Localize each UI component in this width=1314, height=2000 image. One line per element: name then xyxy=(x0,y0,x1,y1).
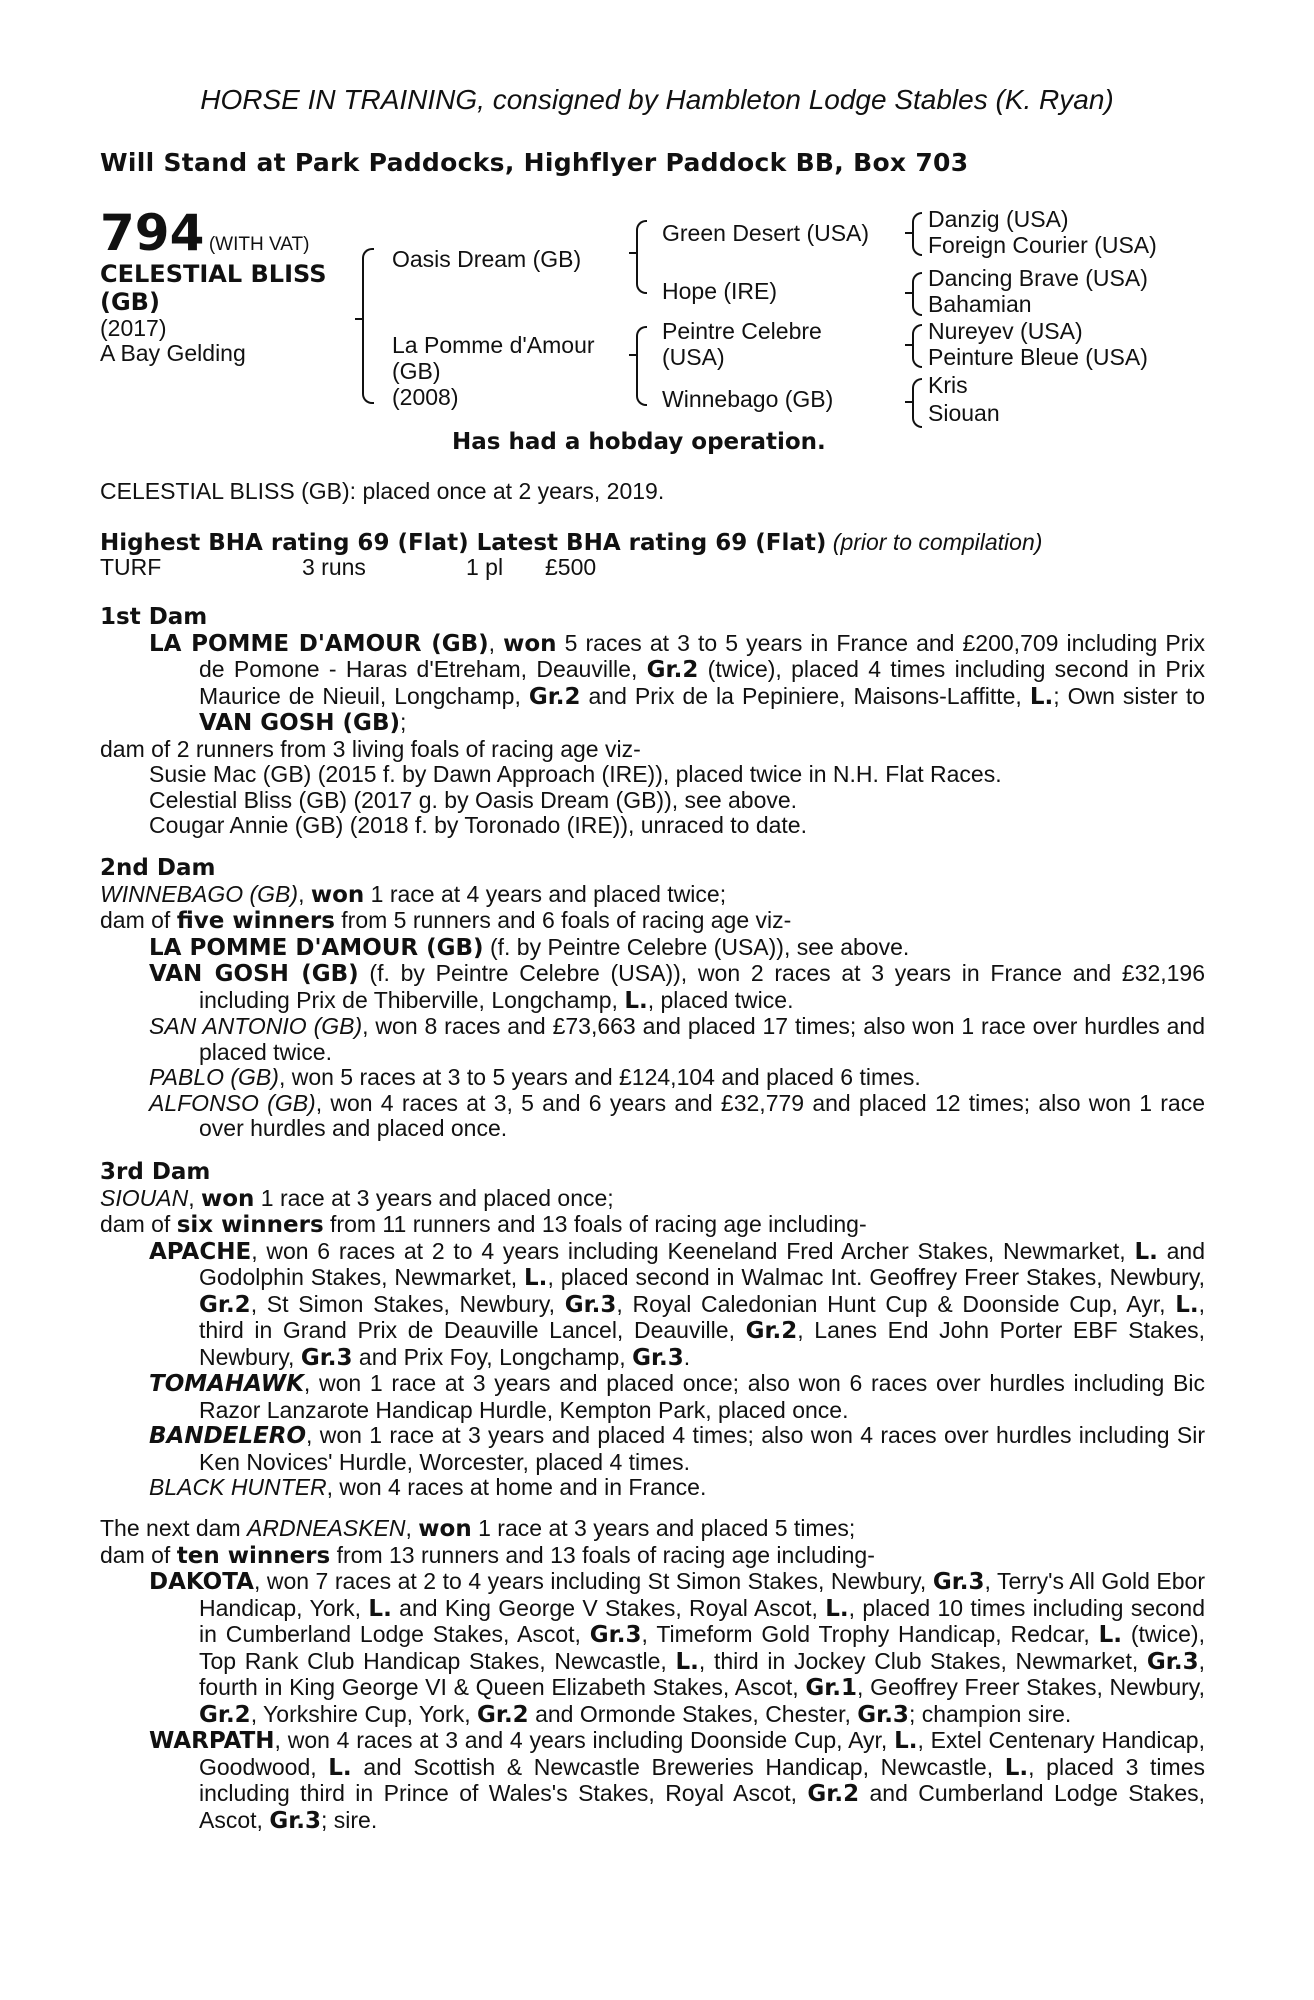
list-item: PABLO (GB), won 5 races at 3 to 5 years and £124,104 and placed 6 times. xyxy=(149,1064,921,1090)
dam-of-line: dam of 2 runners from 3 living foals of racing age viz- xyxy=(100,735,641,762)
lot-number: 794 xyxy=(100,204,205,262)
placings: 1 pl xyxy=(466,554,504,580)
sire-dam: Hope (IRE) xyxy=(662,278,778,304)
section-heading: 1st Dam xyxy=(100,604,208,630)
dam-dam: Winnebago (GB) xyxy=(662,386,834,412)
foaling-year: (2017) xyxy=(100,315,167,341)
rating-note: (prior to compilation) xyxy=(832,529,1043,555)
section-heading: 2nd Dam xyxy=(100,855,216,881)
dam-name: La Pomme d'Amour xyxy=(392,332,595,358)
vat-label: (WITH VAT) xyxy=(208,234,310,255)
section-heading: 3rd Dam xyxy=(100,1159,211,1185)
runs: 3 runs xyxy=(302,554,366,580)
list-item: Susie Mac (GB) (2015 f. by Dawn Approach (IRE)), placed twice in N.H. Flat Races. xyxy=(149,761,1002,787)
gen3-dds: Kris xyxy=(928,372,968,398)
sire-sire: Green Desert (USA) xyxy=(662,220,870,246)
list-item: VAN GOSH (GB) (f. by Peintre Celebre (USA)), won 2 races at 3 years in France and £32,196 including Prix de Thiberville, Longchamp, L., placed twice. xyxy=(149,960,1206,1014)
gen3-ssd: Foreign Courier (USA) xyxy=(928,232,1157,258)
surface: TURF xyxy=(100,554,162,580)
stand-location: Will Stand at Park Paddocks, Highflyer Paddock BB, Box 703 xyxy=(100,148,969,177)
list-item: Cougar Annie (GB) (2018 f. by Toronado (IRE)), unraced to date. xyxy=(149,812,807,838)
third-dam-section: 3rd Dam SIOUAN, won 1 race at 3 years and placed once; dam of six winners from 11 runners and 13 foals of racing age including- APACHE, won 6 races at 2 to 4 years including Keeneland Fred Archer Stakes, Newmarket, L. and Godolphin Stakes, Newmarket, L., placed second in Walmac Int. Geoffrey Freer Stakes, Newbury, Gr.2, St Simon Stakes, Newbury, Gr.3, Royal Caledonian Hunt Cup & Doonside Cup, Ayr, L., third in Grand Prix de Deauville Lancel, Deauville, Gr.2, Lanes End John Porter EBF Stakes, Newbury, Gr.3 and Prix Foy, Longchamp, Gr.3. TOMAHAWK, won 1 race at 3 years and placed once; also won 6 races over hurdles including Bic Razor Lanzarote Handicap Hurdle, Kempton Park, placed once. BANDELERO, won 1 race at 3 years and placed 4 times; also won 4 races over hurdles including Sir Ken Novices' Hurdle, Worcester, placed 4 times. BLACK HUNTER, won 4 races at home and in France. xyxy=(100,1159,1206,1500)
earnings: £500 xyxy=(545,554,597,580)
list-item: ALFONSO (GB), won 4 races at 3, 5 and 6 years and £32,779 and placed 12 times; also won 1 race over hurdles and placed once. xyxy=(149,1089,1205,1141)
list-item: SAN ANTONIO (GB), won 8 races and £73,663 and placed 17 times; also won 1 race over hurdles and placed twice. xyxy=(149,1013,1206,1065)
hobday-note: Has had a hobday operation. xyxy=(452,429,826,455)
dam-origin: (GB) xyxy=(392,358,441,384)
race-summary: CELESTIAL BLISS (GB): placed once at 2 years, 2019. xyxy=(100,478,665,504)
gen3-dsd: Peinture Bleue (USA) xyxy=(928,344,1148,370)
horse-name: CELESTIAL BLISS xyxy=(100,260,327,288)
next-dam-section: The next dam ARDNEASKEN, won 1 race at 3 years and placed 5 times; dam of ten winners from 13 runners and 13 foals of racing age including- DAKOTA, won 7 races at 2 to 4 years including St Simon Stakes, Newbury, Gr.3, Terry's All Gold Ebor Handicap, York, L. and King George V Stakes, Royal Ascot, L., placed 10 times including second in Cumberland Lodge Stakes, Ascot, Gr.3, Timeform Gold Trophy Handicap, Redcar, L. (twice), Top Rank Club Handicap Stakes, Newcastle, L., third in Jockey Club Stakes, Newmarket, Gr.3, fourth in King George VI & Queen Elizabeth Stakes, Ascot, Gr.1, Geoffrey Freer Stakes, Newbury, Gr.2, Yorkshire Cup, York, Gr.2 and Ormonde Stakes, Chester, Gr.3; champion sire. WARPATH, won 4 races at 3 and 4 years including Doonside Cup, Ayr, L., Extel Centenary Handicap, Goodwood, L. and Scottish & Newcastle Breweries Handicap, Newcastle, L., placed 3 times including third in Prince of Wales's Stakes, Royal Ascot, Gr.2 and Cumberland Lodge Stakes, Ascot, Gr.3; sire. xyxy=(100,1515,1205,1834)
list-item: BLACK HUNTER, won 4 races at home and in France. xyxy=(149,1474,707,1500)
lot-block xyxy=(100,204,360,366)
list-item: DAKOTA, won 7 races at 2 to 4 years including St Simon Stakes, Newbury, Gr.3, Terry's All Gold Ebor Handicap, York, L. and King George V Stakes, Royal Ascot, L., placed 10 times including second in Cumberland Lodge Stakes, Ascot, Gr.3, Timeform Gold Trophy Handicap, Redcar, L. (twice), Top Rank Club Handicap Stakes, Newcastle, L., third in Jockey Club Stakes, Newmarket, Gr.3, fourth in King George VI & Queen Elizabeth Stakes, Ascot, Gr.1, Geoffrey Freer Stakes, Newbury, Gr.2, Yorkshire Cup, York, Gr.2 and Ormonde Stakes, Chester, Gr.3; champion sire. xyxy=(149,1568,1205,1728)
gen3-dss: Nureyev (USA) xyxy=(928,318,1083,344)
list-item: BANDELERO, won 1 race at 3 years and placed 4 times; also won 4 races over hurdles including Sir Ken Novices' Hurdle, Worcester, placed 4 times. xyxy=(149,1422,1205,1475)
bha-rating: Highest BHA rating 69 (Flat) Latest BHA rating 69 (Flat) xyxy=(100,530,827,556)
second-dam-section: 2nd Dam WINNEBAGO (GB), won 1 race at 4 years and placed twice; dam of five winners from 5 runners and 6 foals of racing age viz- LA POMME D'AMOUR (GB) (f. by Peintre Celebre (USA)), see above. VAN GOSH (GB) (f. by Peintre Celebre (USA)), won 2 races at 3 years in France and £32,196 including Prix de Thiberville, Longchamp, L., placed twice. SAN ANTONIO (GB), won 8 races and £73,663 and placed 17 times; also won 1 race over hurdles and placed twice. PABLO (GB), won 5 races at 3 to 5 years and £124,104 and placed 6 times. ALFONSO (GB), won 4 races at 3, 5 and 6 years and £32,779 and placed 12 times; also won 1 race over hurdles and placed once. xyxy=(100,855,1206,1141)
rating-line xyxy=(100,529,1042,556)
list-item: LA POMME D'AMOUR (GB) (f. by Peintre Celebre (USA)), see above. xyxy=(149,933,910,961)
dam-sire-origin: (USA) xyxy=(662,344,725,370)
list-item: APACHE, won 6 races at 2 to 4 years including Keeneland Fred Archer Stakes, Newmarket, L. and Godolphin Stakes, Newmarket, L., placed second in Walmac Int. Geoffrey Freer Stakes, Newbury, Gr.2, St Simon Stakes, Newbury, Gr.3, Royal Caledonian Hunt Cup & Doonside Cup, Ayr, L., third in Grand Prix de Deauville Lancel, Deauville, Gr.2, Lanes End John Porter EBF Stakes, Newbury, Gr.3 and Prix Foy, Longchamp, Gr.3. xyxy=(149,1237,1206,1371)
list-item: TOMAHAWK, won 1 race at 3 years and placed once; also won 6 races over hurdles including Bic Razor Lanzarote Handicap Hurdle, Kempton Park, placed once. xyxy=(149,1370,1205,1423)
turf-record xyxy=(100,555,596,580)
catalogue-title: HORSE IN TRAINING, consigned by Hambleton Lodge Stables (K. Ryan) xyxy=(200,84,1114,115)
pedigree-brace xyxy=(362,318,374,404)
dam-year: (2008) xyxy=(392,384,459,410)
dam-sire: Peintre Celebre xyxy=(662,318,822,344)
gen3-sds: Dancing Brave (USA) xyxy=(928,265,1148,291)
horse-origin: (GB) xyxy=(100,288,160,316)
pedigree-brace xyxy=(362,248,374,320)
list-item: Celestial Bliss (GB) (2017 g. by Oasis Dream (GB)), see above. xyxy=(149,786,798,813)
gen3-ddd: Siouan xyxy=(928,400,1000,426)
horse-description: A Bay Gelding xyxy=(100,340,246,366)
gen3-sss: Danzig (USA) xyxy=(928,206,1069,232)
gen3-sdd: Bahamian xyxy=(928,291,1032,317)
list-item: WARPATH, won 4 races at 3 and 4 years including Doonside Cup, Ayr, L., Extel Centenary Handicap, Goodwood, L. and Scottish & Newcastle Breweries Handicap, Newcastle, L., placed 3 times including third in Prince of Wales's Stakes, Royal Ascot, Gr.2 and Cumberland Lodge Stakes, Ascot, Gr.3; sire. xyxy=(149,1727,1205,1834)
sire-name: Oasis Dream (GB) xyxy=(392,246,582,272)
first-dam-section: 1st Dam LA POMME D'AMOUR (GB), won 5 races at 3 to 5 years in France and £200,709 including Prix de Pomone - Haras d'Etreham, Deauville, Gr.2 (twice), placed 4 times including second in Prix Maurice de Nieuil, Longchamp, Gr.2 and Prix de la Pepiniere, Maisons-Laffitte, L.; Own sister to VAN GOSH (GB); dam of 2 runners from 3 living foals of racing age viz- Susie Mac (GB) (2015 f. by Dawn Approach (IRE)), placed twice in N.H. Flat Races. Celestial Bliss (GB) (2017 g. by Oasis Dream (GB)), see above. Cougar Annie (GB) (2018 f. by Toronado (IRE)), unraced to date. xyxy=(100,604,1206,838)
